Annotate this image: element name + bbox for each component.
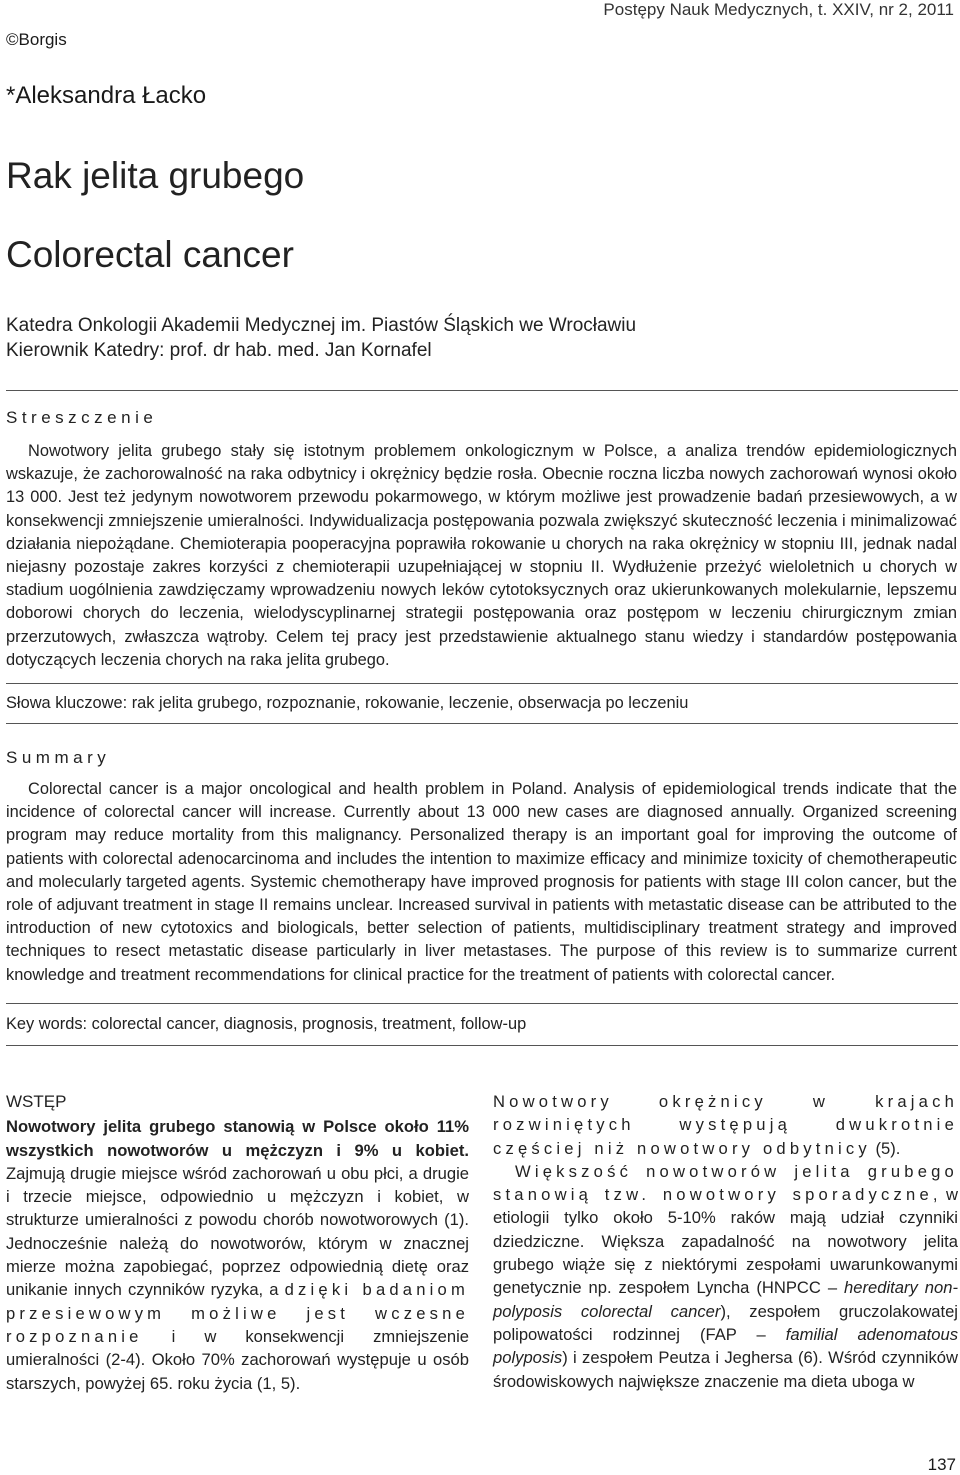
title-polish: Rak jelita grubego xyxy=(6,155,305,196)
intro-text: Zajmują drugie miejsce wśród zachorowań u obu płci, a drugie i trzecie miejsce, odpowiednio u mężczyzn i kobiet, w strukturze umieralności z powodu chorób nowotworowych (1). Jednocześnie należą do nowotworów, którym w znacznej mierze można zapobiegać, poprzez odpowiednią dietę oraz unikanie innych czynników ryzyka, a xyxy=(6,1163,469,1300)
divider xyxy=(6,723,958,724)
spaced-emphasis-2: Większość nowotworów jelita grubego stanowią tzw. nowotwory sporadyczne xyxy=(493,1161,958,1205)
sporadic-text: , w etiologii tylko około 5-10% raków mają udział czynniki dziedziczne. Większa zapadalność na nowotwory jelita grubego wiąże się z niektórymi zespołami uwarunkowanymi genetycznie np. zespołem Lyncha (HNPCC – xyxy=(493,1185,958,1298)
intro-text-end: i w konsekwencji zmniejszenie umieralności (2-4). Około 70% zachorowań występuje u osób starszych, powyżej 65. roku życia (1, 5). xyxy=(6,1326,469,1393)
paragraph-colon-rectal xyxy=(493,1090,958,1160)
abstract-en xyxy=(6,778,957,987)
affiliation-head: Kierownik Katedry: prof. dr hab. med. Jan Kornafel xyxy=(6,340,432,361)
intro-spaced-emphasis: dzięki badaniom przesiewowym możliwe jest wczesne rozpoznanie xyxy=(6,1280,469,1346)
spaced-emphasis-1: Nowotwory okrężnicy w krajach rozwiniętych występują dwukrotnie częściej niż nowotwory odbytnicy xyxy=(493,1092,958,1158)
body-column-left xyxy=(6,1090,469,1395)
paragraph-sporadic xyxy=(493,1160,958,1393)
section-heading-intro: WSTĘP xyxy=(6,1092,67,1111)
divider xyxy=(6,683,958,684)
abstract-pl-text: Nowotwory jelita grubego stały się istotnym problemem onkologicznym w Polsce, a analiza trendów epidemiologicznych wskazuje, że zachorowalność na raka odbytnicy i okrężnicy będzie rosła. Obecnie roczna liczba nowych zachorowań wynosi około 13 000. Jest też jedynym nowotworem przewodu pokarmowego, w którym możliwe jest prowadzenie badań przesiewowych, a w konsekwencji zmniejszenie umieralności. Indywidualizacja postępowania pozwala zwiększyć skuteczność leczenia i minimalizować działania niepożądane. Chemioterapia pooperacyjna poprawiła rokowanie u chorych na raka okrężnicy w stopniu III, jednak nadal niejasny pozostaje zakres korzyści z chemioterapii uzupełniającej w stopniu II. Wydłużenie przeżyć wieloletnich u chorych w stadium uogólnienia zawdzięczamy wprowadzeniu nowych leków cytotoksycznych oraz ukierunkowanych molekularnie, lepszemu doborowi chorych do leczenia, wielodyscyplinarnej strategii postępowania oraz postępom w leczeniu chirurgicznym zmian przerzutowych, zwłaszcza wątroby. Celem tej pracy jest przedstawienie aktualnego stanu wiedzy i standardów postępowania dotyczących leczenia chorych na raka jelita grubego. xyxy=(6,442,957,669)
journal-header: Postępy Nauk Medycznych, t. XXIV, nr 2, 2011 xyxy=(603,0,954,19)
keywords-pl: Słowa kluczowe: rak jelita grubego, rozpoznanie, rokowanie, leczenie, obserwacja po leczeniu xyxy=(6,694,689,712)
author-name: *Aleksandra Łacko xyxy=(6,82,207,109)
sporadic-text-2: ), zespołem gruczolakowatej polipowatości rodzinnej (FAP – xyxy=(493,1301,958,1344)
affiliation-department: Katedra Onkologii Akademii Medycznej im. Piastów Śląskich we Wrocławiu xyxy=(6,315,637,336)
abstract-pl-label: Streszczenie xyxy=(6,408,158,427)
page-number: 137 xyxy=(927,1455,956,1474)
ref-text: (5). xyxy=(870,1138,901,1158)
intro-bold-lead: Nowotwory jelita grubego stanowią w Polsce około 11% wszystkich nowotworów u mężczyzn i 9% u kobiet. xyxy=(6,1117,469,1160)
intro-paragraph xyxy=(6,1115,469,1395)
abstract-pl xyxy=(6,440,957,672)
divider xyxy=(6,390,958,391)
affiliation xyxy=(6,313,636,363)
sporadic-text-3: ) i zespołem Peutza i Jeghersa (6). Wśród czynników środowiskowych największe znaczenie ma dieta uboga w xyxy=(493,1348,958,1391)
title-english: Colorectal cancer xyxy=(6,234,294,275)
body-column-right xyxy=(493,1090,958,1393)
abstract-en-label: Summary xyxy=(6,748,111,767)
copyright-notice: ©Borgis xyxy=(6,30,67,49)
hnpcc-term: hereditary non-polyposis colorectal cancer xyxy=(493,1278,958,1321)
divider xyxy=(6,1045,958,1046)
fap-term: familial adenomatous polyposis xyxy=(493,1324,958,1368)
abstract-en-text: Colorectal cancer is a major oncological and health problem in Poland. Analysis of epidemiological trends indicate that the incidence of colorectal cancer will increase. Currently about 13 000 new cases are diagnosed annually. Organized screening program may reduce mortality from this malignancy. Personalized therapy is an important goal for improving the outcome of patients with colorectal adenocarcinoma and includes the intention to maximize efficacy and minimize toxicity of chemotherapeutic and molecularly targeted agents. Systemic chemotherapy have improved prognosis for patients with stage III colon cancer, but the role of adjuvant treatment in stage II remains unclear. Increased survival in patients with metastatic disease can be attributed to the introduction of new cytotoxics and biologicals, better selection of patients, multidisciplinary treatment strategy and improved techniques to resect metastatic disease particularly in liver metastases. The purpose of this review is to summarize current knowledge and treatment recommendations for clinical practice for the treatment of patients with colorectal cancer. xyxy=(6,780,957,984)
keywords-en: Key words: colorectal cancer, diagnosis, prognosis, treatment, follow-up xyxy=(6,1015,527,1033)
divider xyxy=(6,1003,958,1004)
